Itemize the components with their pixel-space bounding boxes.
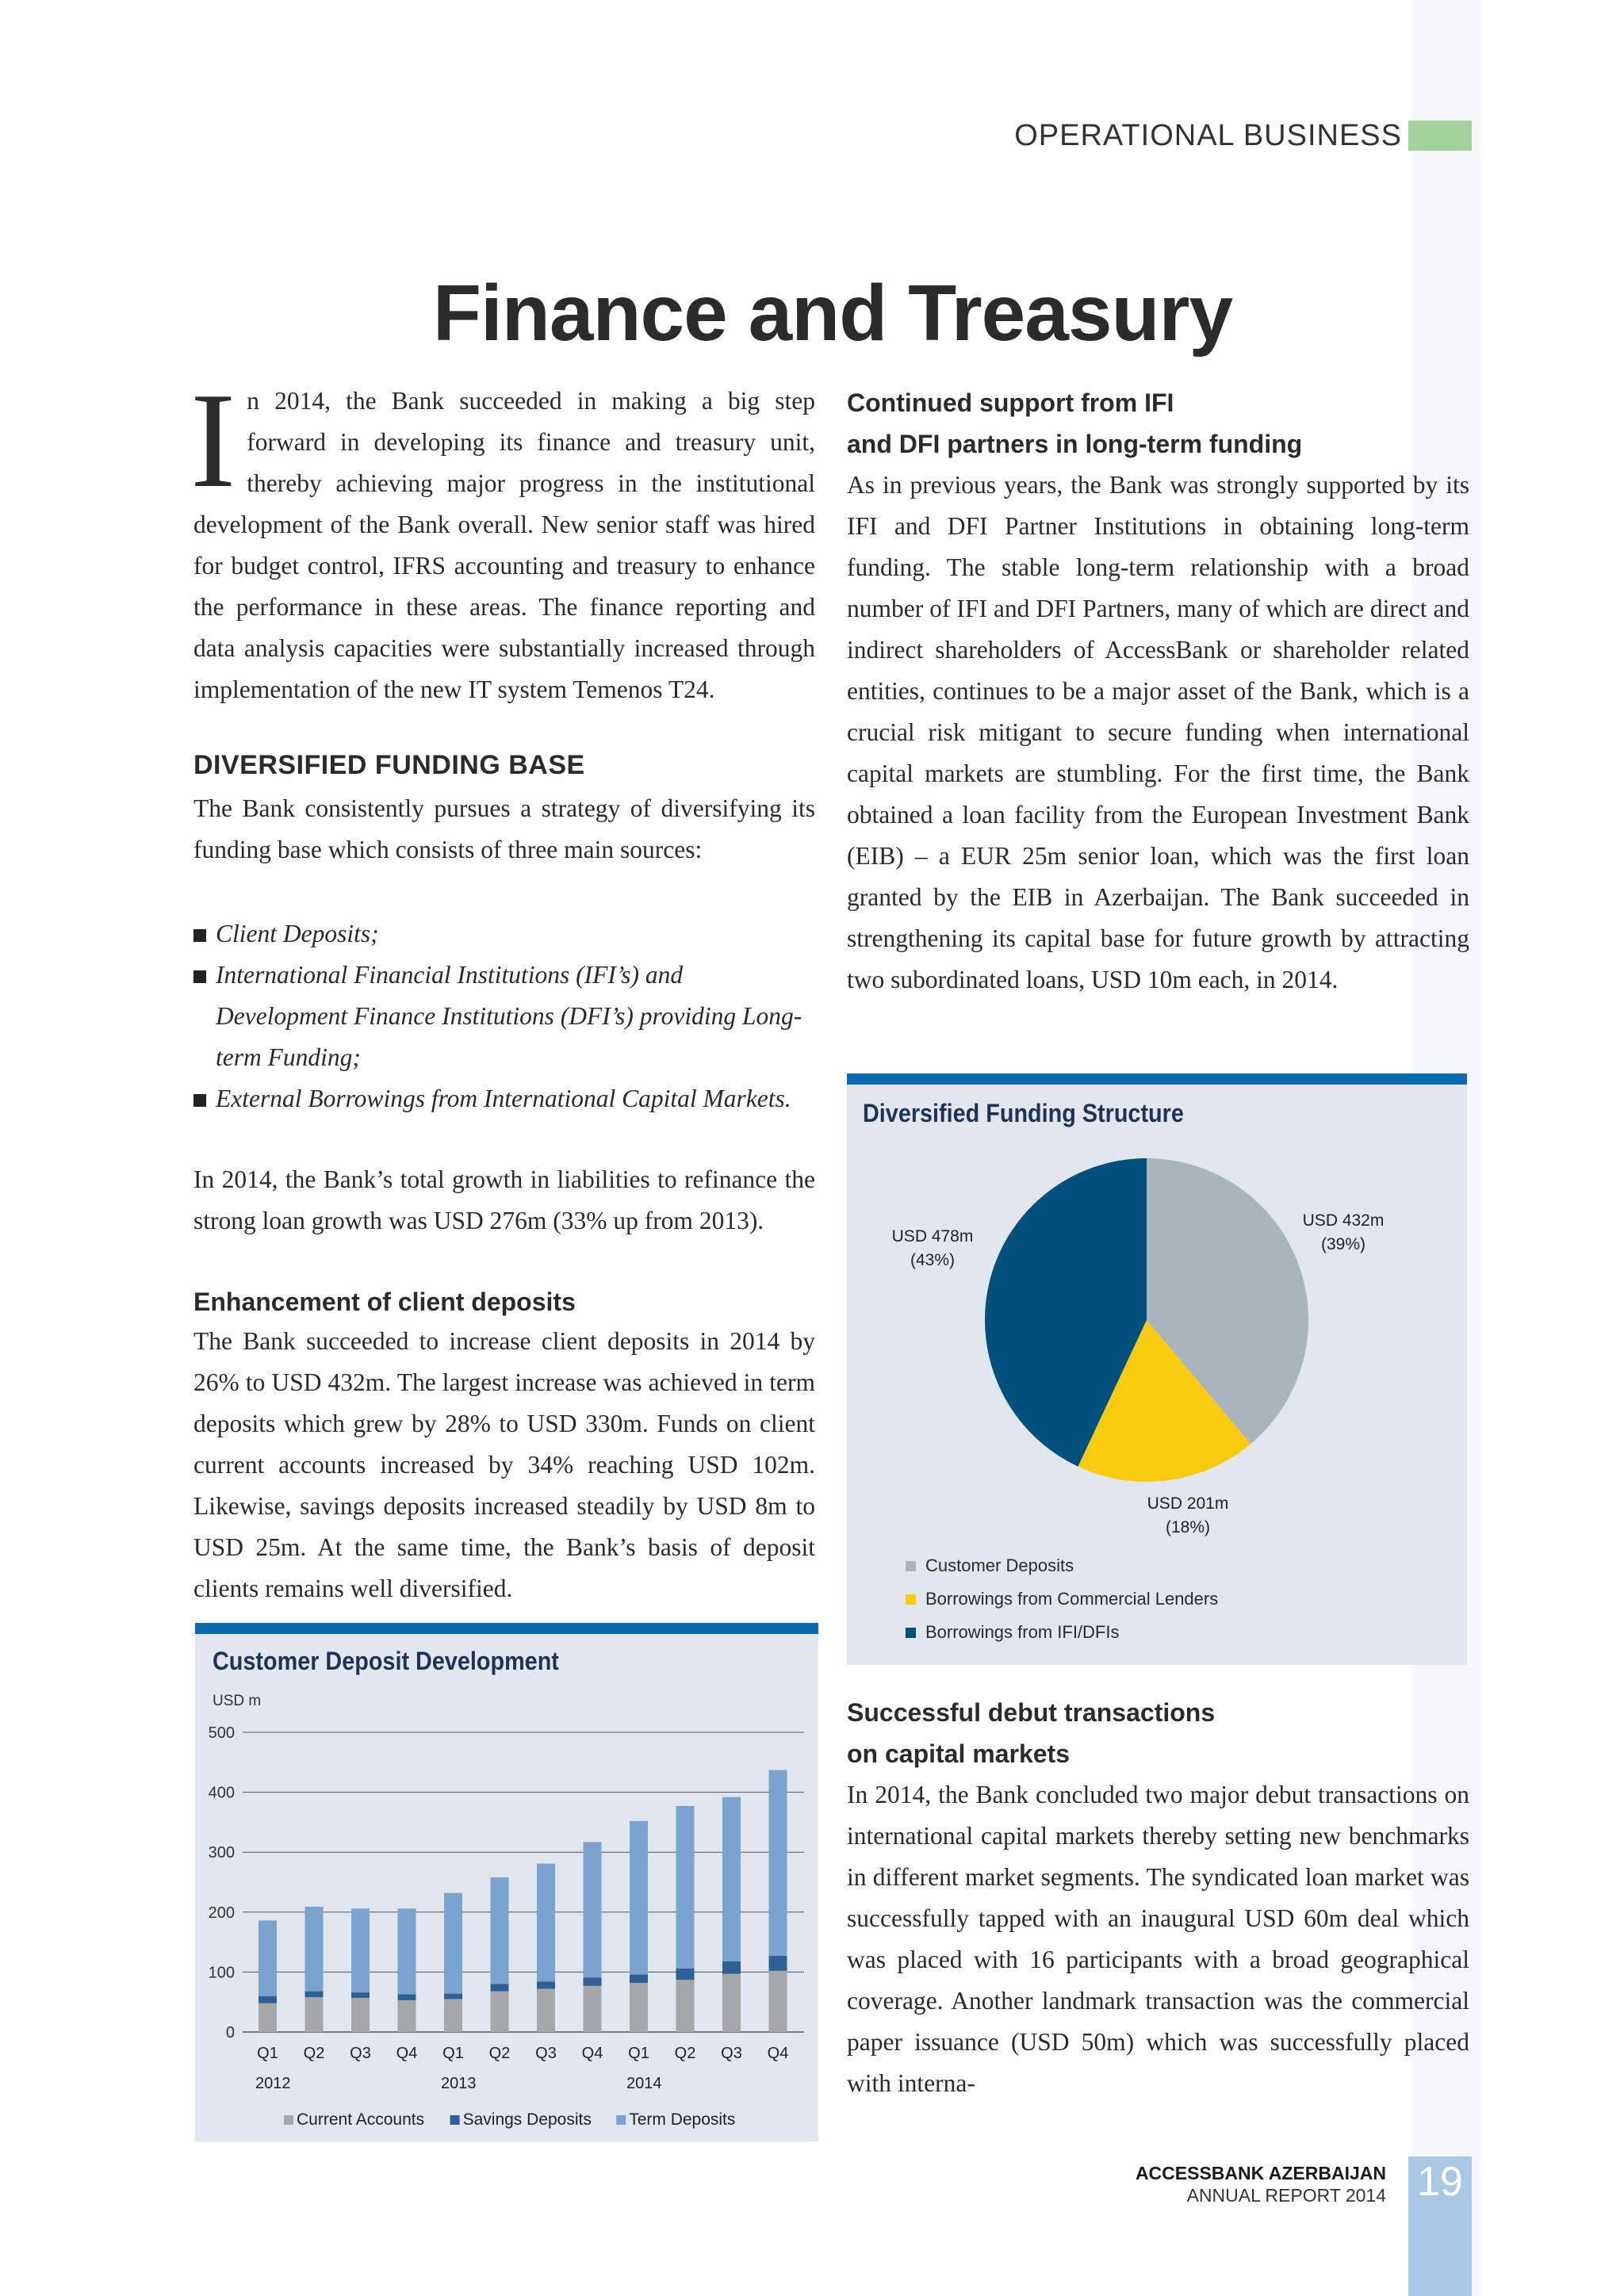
x-tick-label: Q1 bbox=[257, 2045, 278, 2062]
legend-label: Current Accounts bbox=[297, 2110, 425, 2129]
bar-segment bbox=[491, 1992, 509, 2032]
legend-label: Savings Deposits bbox=[462, 2110, 592, 2129]
bar-segment bbox=[769, 1971, 787, 2032]
x-tick-label: Q2 bbox=[303, 2045, 325, 2062]
funding-chart-panel bbox=[847, 1085, 1467, 1665]
x-group-label: 2014 bbox=[626, 2075, 662, 2092]
legend-item bbox=[906, 1549, 1218, 1582]
client-deposits-heading: Enhancement of client deposits bbox=[193, 1288, 576, 1316]
bar-segment bbox=[351, 1908, 370, 1992]
bar-segment bbox=[305, 1992, 324, 1998]
slice-percent-label: (18%) bbox=[1165, 1518, 1211, 1536]
bar-segment bbox=[537, 1989, 555, 2032]
bar-segment bbox=[676, 1980, 695, 2032]
deposit-chart-panel bbox=[195, 1634, 818, 2141]
bar-segment bbox=[722, 1961, 741, 1974]
list-item: International Financial Institutions (IFI’s) and Development Finance Institutions (DFI’s) providing Long-term Funding; bbox=[193, 955, 802, 1078]
bar-segment bbox=[769, 1770, 787, 1956]
page-number: 19 bbox=[1417, 2159, 1463, 2205]
bar-segment bbox=[491, 1877, 509, 1984]
ifi-heading-line2: and DFI partners in long-term funding bbox=[847, 430, 1303, 458]
funding-pie-chart bbox=[847, 1085, 1467, 1576]
bar-segment bbox=[351, 1992, 370, 1998]
x-tick-label: Q2 bbox=[674, 2045, 696, 2062]
liabilities-growth-text: In 2014, the Bank’s total growth in liabilities to refinance the strong loan growth was USD 276m (33% up from 2013). bbox=[193, 1165, 815, 1234]
bar-segment bbox=[398, 2000, 416, 2032]
list-item: External Borrowings from International Capital Markets. bbox=[193, 1078, 828, 1119]
bar-segment bbox=[537, 1981, 555, 1988]
ifi-heading-line1: Continued support from IFI bbox=[847, 388, 1174, 417]
legend-label: Customer Deposits bbox=[925, 1556, 1074, 1575]
y-tick-label: 200 bbox=[208, 1904, 235, 1922]
y-tick-label: 400 bbox=[208, 1784, 235, 1802]
legend-swatch bbox=[906, 1628, 916, 1638]
capital-markets-heading-line1: Successful debut transactions bbox=[847, 1698, 1216, 1727]
slice-percent-label: (39%) bbox=[1320, 1235, 1366, 1253]
bar-segment bbox=[676, 1806, 695, 1969]
bar-segment bbox=[444, 1999, 462, 2032]
x-tick-label: Q4 bbox=[396, 2045, 418, 2062]
y-tick-label: 100 bbox=[208, 1964, 235, 1982]
drop-cap: I bbox=[190, 365, 236, 516]
legend-item bbox=[906, 1582, 1218, 1616]
legend-item bbox=[906, 1616, 1218, 1649]
funding-chart-title: Diversified Funding Structure bbox=[863, 1099, 1184, 1127]
list-item: Client Deposits; bbox=[193, 913, 828, 955]
client-deposits-text: The Bank succeeded to increase client deposits in 2014 by 26% to USD 432m. The largest increase was achieved in term deposits which grew by 28% to USD 330m. Funds on client current accounts increased by 34% reaching USD 102m. Likewise, savings deposits increased steadily by USD 8m to USD 25m. At the same time, the Bank’s basis of deposit clients remains well diversified. bbox=[193, 1327, 815, 1602]
y-tick-label: 0 bbox=[225, 2024, 235, 2042]
x-tick-label: Q4 bbox=[767, 2045, 789, 2062]
bar-segment bbox=[444, 1994, 462, 1999]
x-tick-label: Q2 bbox=[488, 2045, 511, 2062]
bar-segment bbox=[259, 2003, 277, 2032]
x-tick-label: Q4 bbox=[581, 2045, 603, 2062]
legend-swatch bbox=[906, 1594, 916, 1605]
bar-segment bbox=[305, 1997, 324, 2032]
footer-report: ANNUAL REPORT 2014 bbox=[1186, 2185, 1386, 2206]
legend-swatch bbox=[284, 2115, 293, 2125]
bar-segment bbox=[444, 1893, 462, 1994]
bar-segment bbox=[769, 1956, 787, 1971]
funding-sources-list bbox=[193, 913, 828, 1119]
deposit-chart-title: Customer Deposit Development bbox=[213, 1647, 559, 1675]
x-tick-label: Q3 bbox=[721, 2045, 742, 2062]
bar-segment bbox=[630, 1974, 648, 1983]
ifi-support-text: As in previous years, the Bank was strongly supported by its IFI and DFI Partner Institutions in obtaining long-term funding. The stable long-term relationship with a broad number of IFI and DFI Partners, many of which are direct and indirect shareholders of AccessBank or shareholder related entities, continues to be a major asset of the Bank, which is a crucial risk mitigant to secure funding when international capital markets are stumbling. For the first time, the Bank obtained a loan facility from the European Investment Bank (EIB) – a EUR 25m senior loan, which was the first loan granted by the EIB in Azerbaijan. The Bank succeeded in strengthening its capital base for future growth by attracting two subordinated loans, USD 10m each, in 2014. bbox=[847, 471, 1469, 993]
bar-segment bbox=[259, 1996, 277, 2003]
bar-segment bbox=[305, 1907, 324, 1992]
legend-label: Borrowings from Commercial Lenders bbox=[925, 1589, 1219, 1609]
bar-segment bbox=[259, 1920, 277, 1996]
funding-base-heading: DIVERSIFIED FUNDING BASE bbox=[193, 750, 585, 780]
x-group-label: 2012 bbox=[255, 2075, 291, 2092]
capital-markets-text: In 2014, the Bank concluded two major debut transactions on international capital markets thereby setting new benchmarks in different market segments. The syndicated loan market was successfully tapped with an inaugural USD 60m deal which was placed with 16 participants with a broad geographical coverage. Another landmark transaction was the commercial paper issuance (USD 50m) which was successfully placed with interna- bbox=[847, 1781, 1469, 2097]
slice-value-label: USD 478m bbox=[891, 1227, 974, 1246]
x-tick-label: Q1 bbox=[628, 2045, 649, 2062]
legend-label: Term Deposits bbox=[629, 2110, 736, 2129]
deposit-chart-topbar bbox=[195, 1623, 818, 1634]
slice-percent-label: (43%) bbox=[910, 1251, 956, 1269]
legend-swatch bbox=[616, 2115, 626, 2125]
section-marker bbox=[1408, 121, 1472, 151]
bar-segment bbox=[584, 1977, 602, 1986]
bar-segment bbox=[398, 1908, 416, 1994]
section-label: OPERATIONAL BUSINESS bbox=[1014, 119, 1402, 152]
legend-swatch bbox=[906, 1561, 916, 1571]
funding-chart-topbar bbox=[847, 1073, 1467, 1085]
legend-swatch bbox=[450, 2115, 460, 2125]
x-tick-label: Q1 bbox=[442, 2045, 464, 2062]
y-axis-unit-label: USD m bbox=[213, 1693, 262, 1709]
bar-segment bbox=[398, 1994, 416, 2000]
x-tick-label: Q3 bbox=[350, 2045, 371, 2062]
slice-value-label: USD 432m bbox=[1302, 1211, 1385, 1230]
bar-segment bbox=[722, 1797, 741, 1961]
slice-value-label: USD 201m bbox=[1147, 1494, 1229, 1513]
footer-brand: ACCESSBANK AZERBAIJAN bbox=[1135, 2163, 1386, 2183]
bar-segment bbox=[722, 1974, 741, 2032]
capital-markets-heading-line2: on capital markets bbox=[847, 1739, 1070, 1768]
x-tick-label: Q3 bbox=[535, 2045, 557, 2062]
bar-segment bbox=[491, 1984, 509, 1992]
bar-segment bbox=[584, 1842, 602, 1977]
bar-segment bbox=[630, 1983, 648, 2032]
bar-segment bbox=[630, 1821, 648, 1975]
deposit-bar-chart bbox=[195, 1634, 818, 2141]
bar-segment bbox=[351, 1998, 370, 2032]
x-group-label: 2013 bbox=[441, 2075, 477, 2092]
bar-segment bbox=[537, 1864, 555, 1982]
funding-base-text: The Bank consistently pursues a strategy of diversifying its funding base which consists of three main sources: bbox=[193, 794, 815, 863]
page-title: Finance and Treasury bbox=[432, 269, 1233, 358]
funding-legend bbox=[906, 1549, 1218, 1649]
intro-text: n 2014, the Bank succeeded in making a big step forward in developing its finance and treasury unit, thereby achieving major progress in the institutional development of the Bank overall. New senior staff was hired for budget control, IFRS accounting and treasury to enhance the performance in these areas. The finance reporting and data analysis capacities were substantially increased through implementation of the new IT system Temenos T24. bbox=[193, 387, 815, 703]
y-tick-label: 500 bbox=[208, 1724, 235, 1742]
intro-paragraph bbox=[190, 365, 815, 710]
legend-label: Borrowings from IFI/DFIs bbox=[925, 1622, 1120, 1642]
y-tick-label: 300 bbox=[208, 1844, 235, 1862]
bar-segment bbox=[584, 1986, 602, 2032]
bar-segment bbox=[676, 1969, 695, 1980]
